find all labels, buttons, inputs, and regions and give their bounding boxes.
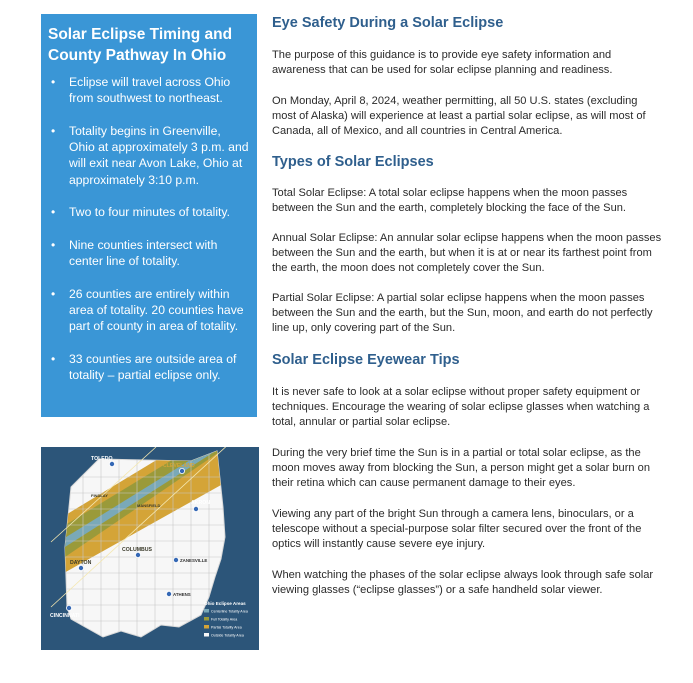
eye-safety-paragraph: On Monday, April 8, 2024, weather permitting, all 50 U.S. states (excluding most of Alaska) will experience at least a partial solar eclipse, as will most of Canada, all of Mexico, and all countries in Central America. bbox=[272, 95, 646, 137]
city-marker-cleveland bbox=[179, 468, 184, 473]
city-label-mansfield: MANSFIELD bbox=[137, 503, 161, 508]
city-marker-zanesville bbox=[173, 557, 178, 562]
eyewear-paragraph: When watching the phases of the solar eclipse always look through safe solar viewing glasses (“eclipse glasses”) or a safe handheld solar viewer. bbox=[272, 569, 654, 596]
types-paragraph: Total Solar Eclipse: A total solar eclipse happens when the moon passes between the Sun and the earth, completely blocking the face of the Sun. bbox=[272, 187, 628, 214]
eclipse-timing-sidebar bbox=[41, 14, 257, 417]
legend-swatch-full bbox=[204, 617, 209, 621]
city-marker-columbus bbox=[135, 552, 140, 557]
heading-eyewear: Solar Eclipse Eyewear Tips bbox=[272, 352, 460, 368]
legend-item-partial: Partial Totality Area bbox=[211, 625, 242, 630]
bullet-dot-icon: • bbox=[51, 351, 56, 366]
legend-item-outside: Outside Totality Area bbox=[211, 633, 244, 638]
legend-swatch-outside bbox=[204, 633, 209, 637]
city-label-akron: AKRON bbox=[191, 500, 211, 506]
bullet-dot-icon: • bbox=[51, 286, 56, 301]
legend-title: Ohio Eclipse Areas bbox=[204, 601, 246, 606]
legend-item-full: Full Totality Area bbox=[211, 617, 238, 622]
sidebar-bullet: • Two to four minutes of totality. bbox=[51, 205, 230, 220]
sidebar-bullet: • Totality begins in Greenville, Ohio at approximately 3 p.m. and will exit near Avon Lake, Ohio at approximately 3:10 p.m. bbox=[51, 123, 249, 187]
ohio-eclipse-map-graphic bbox=[41, 447, 259, 650]
eyewear-paragraph: During the very brief time the Sun is in a partial or total solar eclipse, as the moon moves away from blocking the Sun, a person might get a solar burn on their retina which can cause permanent damage to their eyes. bbox=[272, 447, 651, 489]
city-label-cincinnati: CINCINNATI bbox=[50, 613, 80, 619]
bullet-dot-icon: • bbox=[51, 237, 56, 252]
legend-swatch-centerline bbox=[204, 609, 209, 613]
city-marker-cincinnati bbox=[66, 605, 71, 610]
legend-item-centerline: Centerline Totality Area bbox=[211, 609, 248, 614]
ohio-eclipse-map bbox=[41, 447, 259, 650]
city-label-athens: ATHENS bbox=[173, 592, 191, 597]
city-marker-toledo bbox=[109, 461, 114, 466]
main-content bbox=[272, 14, 662, 598]
legend-swatch-partial bbox=[204, 625, 209, 629]
city-marker-athens bbox=[166, 591, 171, 596]
city-label-dayton: DAYTON bbox=[70, 560, 92, 566]
sidebar-bullet: • 26 counties are entirely within area of totality. 20 counties have part of county in area of totality. bbox=[51, 286, 244, 334]
city-label-columbus: COLUMBUS bbox=[122, 547, 152, 553]
eyewear-paragraph: It is never safe to look at a solar eclipse without proper safety equipment or techniques. Encourage the wearing of solar eclipse glasses when watching a total, annular or partial solar eclipse. bbox=[272, 386, 650, 428]
city-label-zanesville: ZANESVILLE bbox=[180, 558, 208, 563]
sidebar-bullet: • 33 counties are outside area of totality – partial eclipse only. bbox=[51, 351, 237, 383]
city-marker-akron bbox=[193, 506, 198, 511]
sidebar-bullet: • Nine counties intersect with center line of totality. bbox=[51, 237, 218, 269]
sidebar-bullet-list bbox=[48, 74, 249, 383]
sidebar-title: Solar Eclipse Timing and County Pathway In Ohio bbox=[48, 26, 233, 64]
types-paragraph: Partial Solar Eclipse: A partial solar eclipse happens when the moon passes between the Sun and the earth, but the Sun, moon, and earth do not perfectly line up, only covering part of the Sun. bbox=[272, 292, 653, 334]
heading-types: Types of Solar Eclipses bbox=[272, 154, 434, 170]
eyewear-paragraph: Viewing any part of the bright Sun through a camera lens, binoculars, or a telescope without a special-purpose solar filter secured over the front of the optics will instantly cause severe eye injury. bbox=[272, 508, 642, 550]
city-marker-dayton bbox=[78, 565, 83, 570]
city-label-toledo: TOLEDO bbox=[91, 456, 113, 462]
bullet-dot-icon: • bbox=[51, 75, 56, 89]
city-label-cleveland: CLEVELAND bbox=[163, 463, 195, 469]
bullet-dot-icon: • bbox=[51, 123, 56, 138]
city-label-findlay: FINDLAY bbox=[91, 493, 108, 498]
heading-eye-safety: Eye Safety During a Solar Eclipse bbox=[272, 15, 504, 31]
types-paragraph: Annual Solar Eclipse: An annular solar eclipse happens when the moon passes between the Sun and the earth, but when it is at or near its farthest point from the earth, the moon does not completely cover the Sun. bbox=[272, 232, 662, 274]
bullet-dot-icon: • bbox=[51, 205, 56, 220]
eye-safety-paragraph: The purpose of this guidance is to provide eye safety information and awareness that can be used for solar eclipse planning and readiness. bbox=[272, 49, 613, 76]
sidebar-bullet: • Eclipse will travel across Ohio from southwest to northeast. bbox=[51, 75, 231, 106]
